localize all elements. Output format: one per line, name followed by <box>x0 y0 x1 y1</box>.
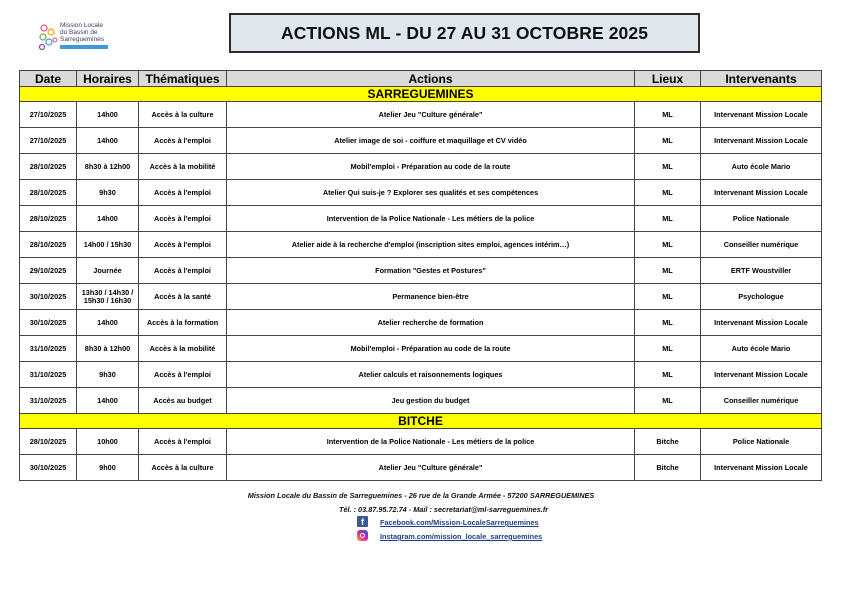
cell-time: 14h00 <box>77 102 139 128</box>
cell-time: 9h30 <box>77 180 139 206</box>
table-row <box>20 310 822 336</box>
cell-theme: Accès à la culture <box>139 102 227 128</box>
cell-action: Mobil'emploi - Préparation au code de la route <box>227 336 635 362</box>
cell-speaker: Auto école Mario <box>701 336 822 362</box>
instagram-icon[interactable] <box>357 530 368 541</box>
cell-speaker: ERTF Woustviller <box>701 258 822 284</box>
cell-place: ML <box>635 206 701 232</box>
cell-place: Bitche <box>635 455 701 481</box>
facebook-icon[interactable]: f <box>357 516 368 527</box>
logo-mission-locale <box>38 20 118 56</box>
table-row <box>20 102 822 128</box>
cell-action: Mobil'emploi - Préparation au code de la route <box>227 154 635 180</box>
cell-theme: Accès à l'emploi <box>139 429 227 455</box>
table-row <box>20 429 822 455</box>
logo-dots-icon <box>38 22 62 52</box>
table-row <box>20 232 822 258</box>
table-header-row <box>20 71 822 87</box>
column-header-intervenants: Intervenants <box>701 71 822 87</box>
cell-theme: Accès à la formation <box>139 310 227 336</box>
cell-speaker: Psychologue <box>701 284 822 310</box>
cell-place: ML <box>635 232 701 258</box>
cell-place: ML <box>635 154 701 180</box>
column-header-horaires: Horaires <box>77 71 139 87</box>
column-header-lieux: Lieux <box>635 71 701 87</box>
cell-time: 14h00 <box>77 388 139 414</box>
cell-time <box>77 284 139 310</box>
cell-theme: Accès à l'emploi <box>139 232 227 258</box>
cell-place: ML <box>635 388 701 414</box>
cell-time: 9h00 <box>77 455 139 481</box>
cell-time: 14h00 / 15h30 <box>77 232 139 258</box>
cell-date: 28/10/2025 <box>20 429 77 455</box>
cell-action: Atelier image de soi - coiffure et maquillage et CV vidéo <box>227 128 635 154</box>
footer-address: Mission Locale du Bassin de Sarreguemines - 26 rue de la Grande Armée - 57200 SARREGUEMINES <box>247 491 595 500</box>
cell-date: 29/10/2025 <box>20 258 77 284</box>
cell-date: 31/10/2025 <box>20 336 77 362</box>
cell-theme: Accès à l'emploi <box>139 128 227 154</box>
cell-speaker: Intervenant Mission Locale <box>701 362 822 388</box>
cell-date: 28/10/2025 <box>20 180 77 206</box>
cell-action: Atelier recherche de formation <box>227 310 635 336</box>
cell-speaker: Intervenant Mission Locale <box>701 128 822 154</box>
cell-theme: Accès à la mobilité <box>139 154 227 180</box>
actions-table <box>19 70 822 481</box>
table-row <box>20 455 822 481</box>
cell-date: 31/10/2025 <box>20 362 77 388</box>
cell-date: 30/10/2025 <box>20 455 77 481</box>
cell-action: Atelier Jeu "Culture générale" <box>227 102 635 128</box>
cell-time: 9h30 <box>77 362 139 388</box>
cell-action: Jeu gestion du budget <box>227 388 635 414</box>
cell-theme: Accès à l'emploi <box>139 362 227 388</box>
cell-time: 14h00 <box>77 128 139 154</box>
cell-place: ML <box>635 102 701 128</box>
cell-theme: Accès à la mobilité <box>139 336 227 362</box>
cell-speaker: Police Nationale <box>701 429 822 455</box>
cell-speaker: Conseiller numérique <box>701 232 822 258</box>
cell-speaker: Intervenant Mission Locale <box>701 310 822 336</box>
table-row <box>20 128 822 154</box>
cell-time-line: 13h30 / 14h30 / <box>81 287 134 297</box>
cell-action: Formation "Gestes et Postures" <box>227 258 635 284</box>
cell-place: ML <box>635 362 701 388</box>
page-title: ACTIONS ML - DU 27 AU 31 OCTOBRE 2025 <box>280 22 649 43</box>
cell-place: ML <box>635 284 701 310</box>
column-header-actions: Actions <box>227 71 635 87</box>
cell-date: 28/10/2025 <box>20 206 77 232</box>
cell-place: ML <box>635 128 701 154</box>
cell-date: 30/10/2025 <box>20 310 77 336</box>
cell-theme: Accès à la culture <box>139 455 227 481</box>
cell-date: 27/10/2025 <box>20 102 77 128</box>
cell-theme: Accès au budget <box>139 388 227 414</box>
table-row <box>20 336 822 362</box>
cell-action: Atelier aide à la recherche d'emploi (inscription sites emploi, agences intérim…) <box>227 232 635 258</box>
section-row-sarreguemines <box>20 87 822 102</box>
cell-theme: Accès à l'emploi <box>139 206 227 232</box>
table-row <box>20 388 822 414</box>
cell-date: 31/10/2025 <box>20 388 77 414</box>
cell-speaker: Intervenant Mission Locale <box>701 180 822 206</box>
section-title: SARREGUEMINES <box>20 87 822 102</box>
cell-place: Bitche <box>635 429 701 455</box>
cell-theme: Accès à la santé <box>139 284 227 310</box>
cell-action: Intervention de la Police Nationale - Les métiers de la police <box>227 429 635 455</box>
page-title-box <box>229 13 700 53</box>
cell-place: ML <box>635 258 701 284</box>
cell-time: 10h00 <box>77 429 139 455</box>
column-header-thematiques: Thématiques <box>139 71 227 87</box>
cell-time-line: 15h30 / 16h30 <box>83 295 132 305</box>
table-row <box>20 206 822 232</box>
cell-time: Journée <box>77 258 139 284</box>
cell-time: 14h00 <box>77 206 139 232</box>
table-row <box>20 362 822 388</box>
table-row <box>20 258 822 284</box>
logo-line: du Bassin de <box>60 29 98 36</box>
cell-theme: Accès à l'emploi <box>139 258 227 284</box>
table-row <box>20 180 822 206</box>
cell-date: 27/10/2025 <box>20 128 77 154</box>
footer-contact: Tél. : 03.87.95.72.74 - Mail : secretariat@ml-sarreguemines.fr <box>339 505 549 514</box>
logo-line: Sarreguemines <box>60 36 105 43</box>
cell-action: Intervention de la Police Nationale - Les métiers de la police <box>227 206 635 232</box>
cell-time: 8h30 à 12h00 <box>77 336 139 362</box>
cell-speaker: Auto école Mario <box>701 154 822 180</box>
column-header-date: Date <box>20 71 77 87</box>
table-row <box>20 284 822 310</box>
cell-action: Permanence bien-être <box>227 284 635 310</box>
cell-place: ML <box>635 180 701 206</box>
cell-place: ML <box>635 310 701 336</box>
cell-action: Atelier Qui suis-je ? Explorer ses qualités et ses compétences <box>227 180 635 206</box>
cell-speaker: Conseiller numérique <box>701 388 822 414</box>
instagram-link[interactable]: Instagram.com/mission_locale_sarreguemines <box>380 532 543 541</box>
cell-time: 8h30 à 12h00 <box>77 154 139 180</box>
cell-speaker: Intervenant Mission Locale <box>701 455 822 481</box>
cell-date: 28/10/2025 <box>20 232 77 258</box>
cell-speaker: Intervenant Mission Locale <box>701 102 822 128</box>
table-row <box>20 154 822 180</box>
section-row-bitche <box>20 414 822 429</box>
cell-date: 30/10/2025 <box>20 284 77 310</box>
section-title: BITCHE <box>20 414 822 429</box>
cell-place: ML <box>635 336 701 362</box>
logo-bar <box>60 45 108 49</box>
cell-action: Atelier Jeu "Culture générale" <box>227 455 635 481</box>
cell-date: 28/10/2025 <box>20 154 77 180</box>
cell-speaker: Police Nationale <box>701 206 822 232</box>
logo-text <box>60 22 104 43</box>
facebook-link[interactable]: Facebook.com/Mission-LocaleSarreguemines <box>380 518 539 527</box>
cell-theme: Accès à l'emploi <box>139 180 227 206</box>
cell-time: 14h00 <box>77 310 139 336</box>
cell-action: Atelier calculs et raisonnements logiques <box>227 362 635 388</box>
logo-line: Mission Locale <box>60 22 103 29</box>
